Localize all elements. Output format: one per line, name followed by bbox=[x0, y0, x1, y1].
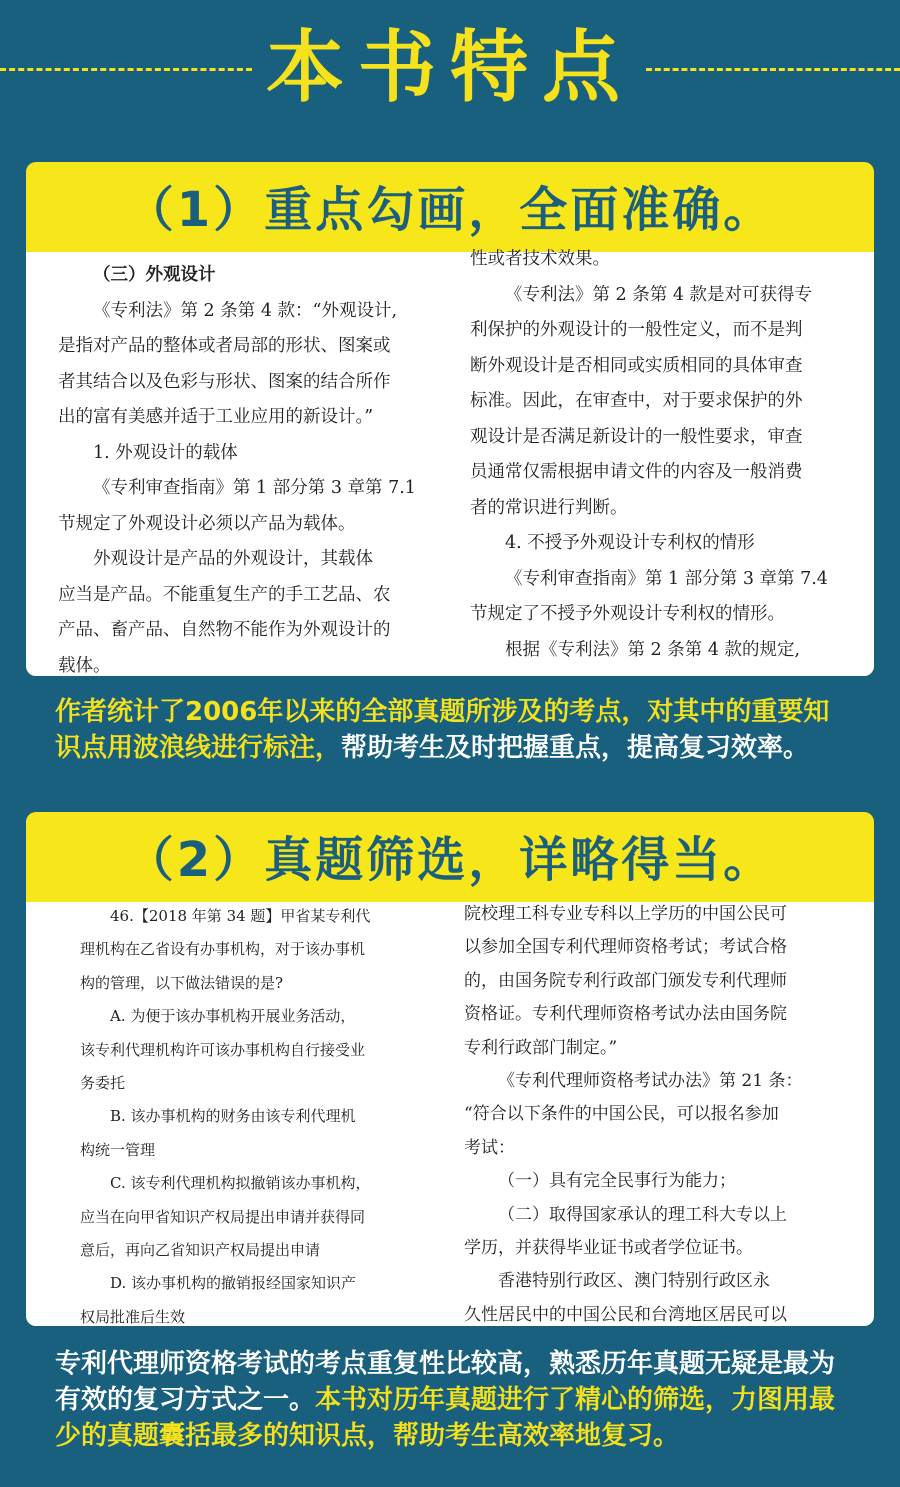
book-page-sample-2 bbox=[26, 902, 874, 1326]
text-line: 院校理工科专业专科以上学历的中国公民可 bbox=[464, 904, 787, 924]
feature-card-2 bbox=[26, 812, 874, 1326]
header bbox=[0, 0, 900, 150]
text-line: 《专利法》第 2 条第 4 款：“外观设计, bbox=[93, 300, 398, 321]
text-line: 利保护的外观设计的一般性定义，而不是判 bbox=[470, 320, 803, 340]
text-line: 香港特别行政区、澳门特别行政区永 bbox=[498, 1271, 770, 1292]
text-line: 员通常仅需根据申请文件的内容及一般消费 bbox=[470, 462, 803, 482]
text-line: 《专利审查指南》第 1 部分第 3 章第 7.4 bbox=[505, 568, 828, 589]
text-line: “符合以下条件的中国公民，可以报名参加 bbox=[464, 1104, 779, 1125]
text-line: （二）取得国家承认的理工科大专以上 bbox=[498, 1204, 787, 1225]
text-line: 断外观设计是否相同或实质相同的具体审查 bbox=[470, 355, 803, 376]
text-line: 者其结合以及色彩与形状、图案的结合所作 bbox=[58, 371, 391, 392]
text-line: 务委托 bbox=[80, 1074, 126, 1093]
feature-card-1 bbox=[26, 162, 874, 676]
text-line: 学历，并获得毕业证书或者学位证书。 bbox=[464, 1238, 753, 1259]
text-line: D. 该办事机构的撤销报经国家知识产 bbox=[110, 1274, 357, 1293]
text-line: A. 为便于该办事机构开展业务活动， bbox=[110, 1007, 356, 1026]
text-line: 构的管理，以下做法错误的是? bbox=[80, 973, 284, 992]
feature-title-2: （2）真题筛选，详略得当。 bbox=[125, 832, 775, 888]
text-line: 根据《专利法》第 2 条第 4 款的规定, bbox=[505, 639, 801, 660]
text-line: 权局批准后生效 bbox=[80, 1307, 186, 1326]
text-line: 46.【2018 年第 34 题】甲省某专利代 bbox=[110, 907, 371, 925]
text-line: 《专利代理师资格考试办法》第 21 条： bbox=[498, 1071, 803, 1092]
text-line: 节规定了不授予外观设计专利权的情形。 bbox=[470, 604, 785, 624]
text-line: 性或者技术效果。 bbox=[470, 249, 610, 269]
text-line: 构统一管理 bbox=[80, 1140, 156, 1159]
text-line: 《专利审查指南》第 1 部分第 3 章第 7.1 bbox=[93, 478, 416, 498]
text-line: 外观设计是产品的外观设计，其载体 bbox=[93, 549, 373, 569]
text-line: 久性居民中的中国公民和台湾地区居民可以 bbox=[464, 1304, 787, 1325]
feature-title-1: （1）重点勾画，全面准确。 bbox=[125, 182, 775, 238]
text-line: 是指对产品的整体或者局部的形状、图案或 bbox=[58, 336, 391, 356]
page-column-left bbox=[58, 258, 450, 676]
text-line: 意后，再向乙省知识产权局提出申请 bbox=[80, 1241, 321, 1260]
feature-caption-2 bbox=[55, 1346, 855, 1454]
text-line: （一）具有完全民事行为能力； bbox=[498, 1171, 736, 1192]
text-line: 以参加全国专利代理师资格考试；考试合格 bbox=[464, 937, 787, 958]
text-line: 4. 不授予外观设计专利权的情形 bbox=[505, 533, 755, 553]
dashed-divider-right bbox=[646, 68, 900, 71]
text-line: 观设计是否满足新设计的一般性要求，审查 bbox=[470, 426, 803, 447]
caption-highlight: 本书对历年真题进行了精心的筛选，力图用最少的真题囊括最多的知识点，帮助考生高效率地复习。 bbox=[55, 1385, 836, 1451]
text-line: 应当在向甲省知识产权局提出申请并获得同 bbox=[80, 1207, 366, 1226]
text-line: 者的常识进行判断。 bbox=[470, 497, 628, 518]
page-title: 本书特点 bbox=[265, 23, 634, 113]
text-line: 理机构在乙省设有办事机构，对于该办事机 bbox=[80, 940, 366, 959]
text-line: （三）外观设计 bbox=[93, 265, 216, 285]
page-column-right bbox=[470, 242, 862, 668]
text-line: 资格证。专利代理师资格考试办法由国务院 bbox=[464, 1004, 787, 1025]
text-line: 专利行政部门制定。” bbox=[464, 1037, 618, 1058]
text-line: 应当是产品。不能重复生产的手工艺品、农 bbox=[58, 584, 391, 605]
text-line: 标准。因此，在审查中，对于要求保护的外 bbox=[470, 391, 803, 411]
caption-text: 专利代理师资格考试的考点重复性比较高，熟悉历年真题无疑是最为有效的复习方式之一。 bbox=[55, 1349, 836, 1415]
page-column-left bbox=[80, 900, 452, 1326]
book-page-sample-1 bbox=[26, 249, 874, 676]
text-line: 产品、畜产品、自然物不能作为外观设计的 bbox=[58, 620, 391, 640]
text-line: 《专利法》第 2 条第 4 款是对可获得专 bbox=[505, 284, 813, 305]
text-line: 的，由国务院专利行政部门颁发专利代理师 bbox=[464, 970, 787, 991]
feature-caption-1 bbox=[55, 694, 855, 766]
text-line: 考试： bbox=[464, 1137, 515, 1158]
caption-highlight: 作者统计了2006年以来的全部真题所涉及的考点，对其中的重要知识点用波浪线进行标注， bbox=[55, 697, 830, 763]
text-line: 1. 外观设计的载体 bbox=[93, 442, 238, 463]
text-line: C. 该专利代理机构拟撤销该办事机构， bbox=[110, 1174, 371, 1193]
text-line: 节规定了外观设计必须以产品为载体。 bbox=[58, 513, 356, 534]
text-line: 载体。 bbox=[58, 655, 111, 676]
text-line: 出的富有美感并适于工业应用的新设计。” bbox=[58, 407, 374, 427]
caption-text: 帮助考生及时把握重点，提高复习效率。 bbox=[341, 733, 810, 763]
page-column-right bbox=[464, 898, 844, 1326]
text-line: 该专利代理机构许可该办事机构自行接受业 bbox=[80, 1040, 366, 1059]
text-line: B. 该办事机构的财务由该专利代理机 bbox=[110, 1107, 356, 1126]
